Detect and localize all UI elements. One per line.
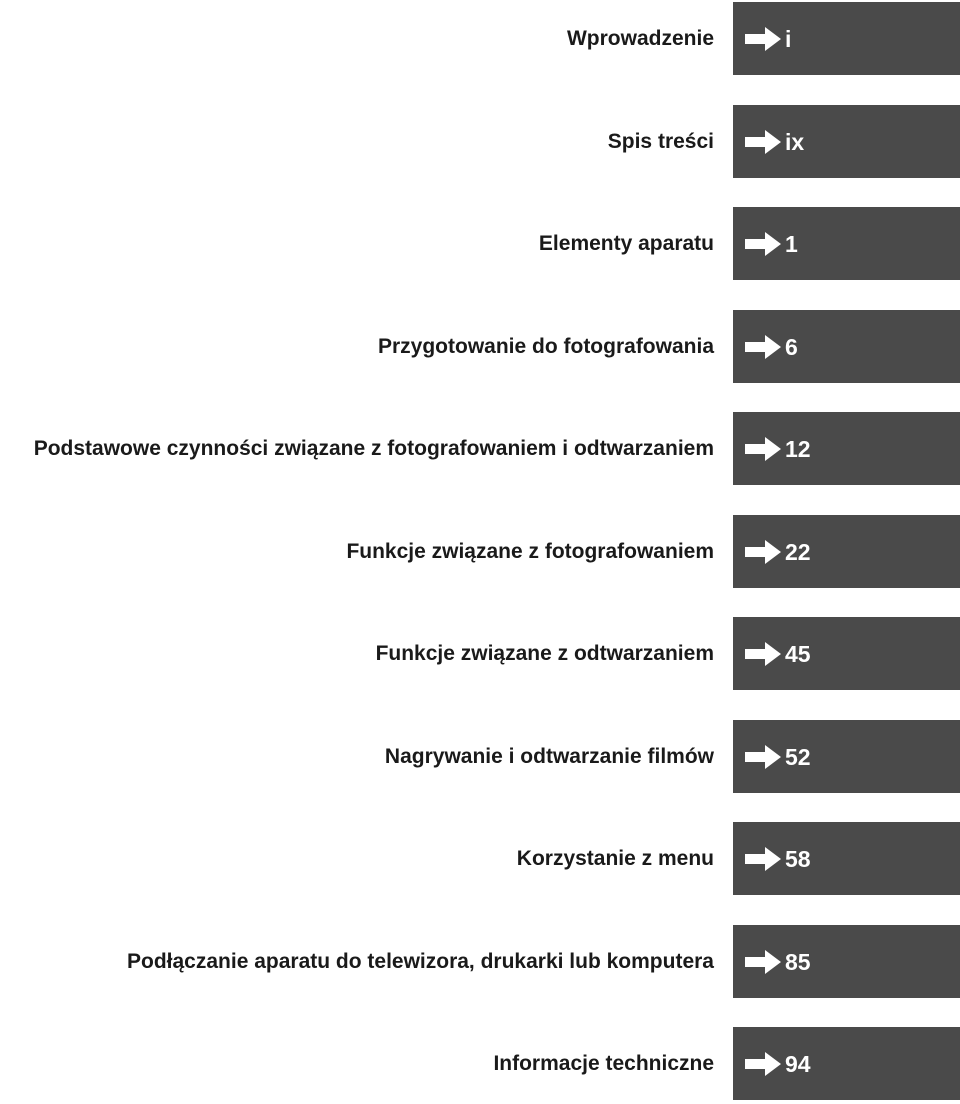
toc-page-number: 6	[785, 334, 798, 360]
toc-row-basic-operations	[0, 412, 960, 485]
toc-row-introduction	[0, 2, 960, 75]
toc-page-number: ix	[785, 129, 805, 155]
arrow-right-icon	[745, 232, 781, 256]
toc-label[interactable]: Elementy aparatu	[538, 232, 714, 255]
toc-page-number: 45	[785, 641, 811, 667]
arrow-right-icon	[745, 540, 781, 564]
toc-row-playback-features	[0, 617, 960, 690]
toc-label[interactable]: Funkcje związane z fotografowaniem	[346, 540, 714, 563]
toc-page-number: 85	[785, 949, 811, 975]
toc-page-tab[interactable]	[733, 720, 960, 793]
toc-row-movies	[0, 720, 960, 793]
toc-row-menus	[0, 822, 960, 895]
toc-row-connections	[0, 925, 960, 998]
toc-label[interactable]: Podłączanie aparatu do telewizora, drukarki lub komputera	[127, 950, 714, 973]
toc-label[interactable]: Korzystanie z menu	[516, 847, 714, 870]
toc-label[interactable]: Spis treści	[607, 130, 714, 153]
toc-page-number: 94	[785, 1051, 811, 1077]
toc-page-tab[interactable]	[733, 105, 960, 178]
toc-page-number: 22	[785, 539, 811, 565]
toc-label[interactable]: Funkcje związane z odtwarzaniem	[375, 642, 714, 665]
toc-page-tab[interactable]	[733, 1027, 960, 1100]
arrow-right-icon	[745, 745, 781, 769]
toc-page-number: i	[785, 26, 792, 52]
toc-page-tab[interactable]	[733, 412, 960, 485]
arrow-right-icon	[745, 130, 781, 154]
toc-page-number: 12	[785, 436, 811, 462]
arrow-right-icon	[745, 950, 781, 974]
toc-row-shooting-features	[0, 515, 960, 588]
toc-row-contents	[0, 105, 960, 178]
toc-label[interactable]: Informacje techniczne	[493, 1052, 714, 1075]
toc-label[interactable]: Nagrywanie i odtwarzanie filmów	[384, 745, 714, 768]
toc-row-preparation	[0, 310, 960, 383]
toc-row-technical-notes	[0, 1027, 960, 1100]
toc-page-tab[interactable]	[733, 310, 960, 383]
toc-page-tab[interactable]	[733, 617, 960, 690]
arrow-right-icon	[745, 437, 781, 461]
toc-page-number: 1	[785, 231, 798, 257]
toc-page-tab[interactable]	[733, 207, 960, 280]
toc-row-camera-parts	[0, 207, 960, 280]
toc-label[interactable]: Podstawowe czynności związane z fotografowaniem i odtwarzaniem	[33, 437, 714, 460]
arrow-right-icon	[745, 335, 781, 359]
arrow-right-icon	[745, 1052, 781, 1076]
toc-page-number: 58	[785, 846, 811, 872]
arrow-right-icon	[745, 642, 781, 666]
toc-page-tab[interactable]	[733, 515, 960, 588]
toc-page-tab[interactable]	[733, 822, 960, 895]
toc-label[interactable]: Przygotowanie do fotografowania	[377, 335, 714, 358]
arrow-right-icon	[745, 27, 781, 51]
arrow-right-icon	[745, 847, 781, 871]
toc-page-tab[interactable]	[733, 2, 960, 75]
toc-label[interactable]: Wprowadzenie	[566, 27, 714, 50]
toc-page-tab[interactable]	[733, 925, 960, 998]
toc-page-number: 52	[785, 744, 811, 770]
